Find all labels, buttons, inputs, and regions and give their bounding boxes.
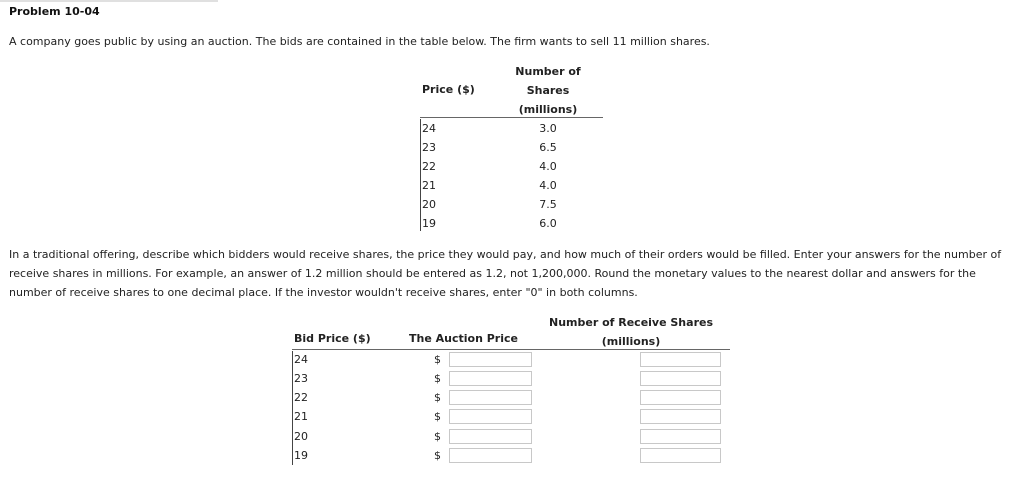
bids-row-shares: 4.0 [539,179,557,192]
receive-shares-input-20[interactable] [640,429,721,444]
dollar-sign: $ [434,391,441,404]
bids-price-header: Price ($) [422,83,475,96]
bids-row-price: 21 [422,179,436,192]
bids-shares-header-line1: Number of [515,65,581,78]
dollar-sign: $ [434,410,441,423]
auction-price-input-22[interactable] [449,390,532,405]
dollar-sign: $ [434,430,441,443]
receive-shares-input-23[interactable] [640,371,721,386]
problem-intro: A company goes public by using an auction. The bids are contained in the table below. The firm wants to sell 11 million shares. [9,35,710,48]
answer-row-bid: 24 [294,353,308,366]
instructions: In a traditional offering, describe which bidders would receive shares, the price they would pay, and how much of their orders would be filled. Enter your answers for the number of receive shares in millions. For example, an answer of 1.2 million should be entered as 1.2, not 1,200,000. Round the monetary values to the nearest dollar and answers for the number of receive shares to one decimal place. If the investor wouldn't receive shares, enter "0" in both columns. [9,248,1002,299]
auction-price-input-19[interactable] [449,448,532,463]
bids-row-shares: 6.0 [539,217,557,230]
bids-row-shares: 6.5 [539,141,557,154]
bids-row-price: 22 [422,160,436,173]
bids-shares-header-line2: Shares [526,84,570,97]
receive-shares-input-19[interactable] [640,448,721,463]
receive-shares-input-24[interactable] [640,352,721,367]
answer-row-bid: 19 [294,449,308,462]
bids-row-price: 19 [422,217,436,230]
receive-shares-input-22[interactable] [640,390,721,405]
dollar-sign: $ [434,372,441,385]
bids-row-price: 24 [422,122,436,135]
answer-auction-header: The Auction Price [409,332,518,345]
bids-shares-header-line3: (millions) [518,103,578,116]
dollar-sign: $ [434,353,441,366]
problem-title: Problem 10-04 [9,5,100,18]
auction-price-input-21[interactable] [449,409,532,424]
bids-header-rule [420,117,603,118]
bids-row-shares: 3.0 [539,122,557,135]
bids-row-price: 20 [422,198,436,211]
answer-shares-header-line1: Number of Receive Shares [548,316,713,329]
answer-row-bid: 23 [294,372,308,385]
auction-price-input-24[interactable] [449,352,532,367]
answer-row-bid: 21 [294,410,308,423]
bids-row-price: 23 [422,141,436,154]
bids-row-shares: 7.5 [539,198,557,211]
bids-left-border [420,119,421,231]
answer-bid-header: Bid Price ($) [294,332,371,345]
answer-shares-header [540,313,722,351]
auction-price-input-23[interactable] [449,371,532,386]
answer-row-bid: 20 [294,430,308,443]
top-divider [0,0,218,2]
answer-left-border [292,351,293,465]
auction-price-input-20[interactable] [449,429,532,444]
answer-header-rule [292,349,730,350]
receive-shares-input-21[interactable] [640,409,721,424]
dollar-sign: $ [434,449,441,462]
answer-shares-header-line2: (millions) [601,335,661,348]
bids-row-shares: 4.0 [539,160,557,173]
answer-row-bid: 22 [294,391,308,404]
bids-shares-header [504,62,592,119]
